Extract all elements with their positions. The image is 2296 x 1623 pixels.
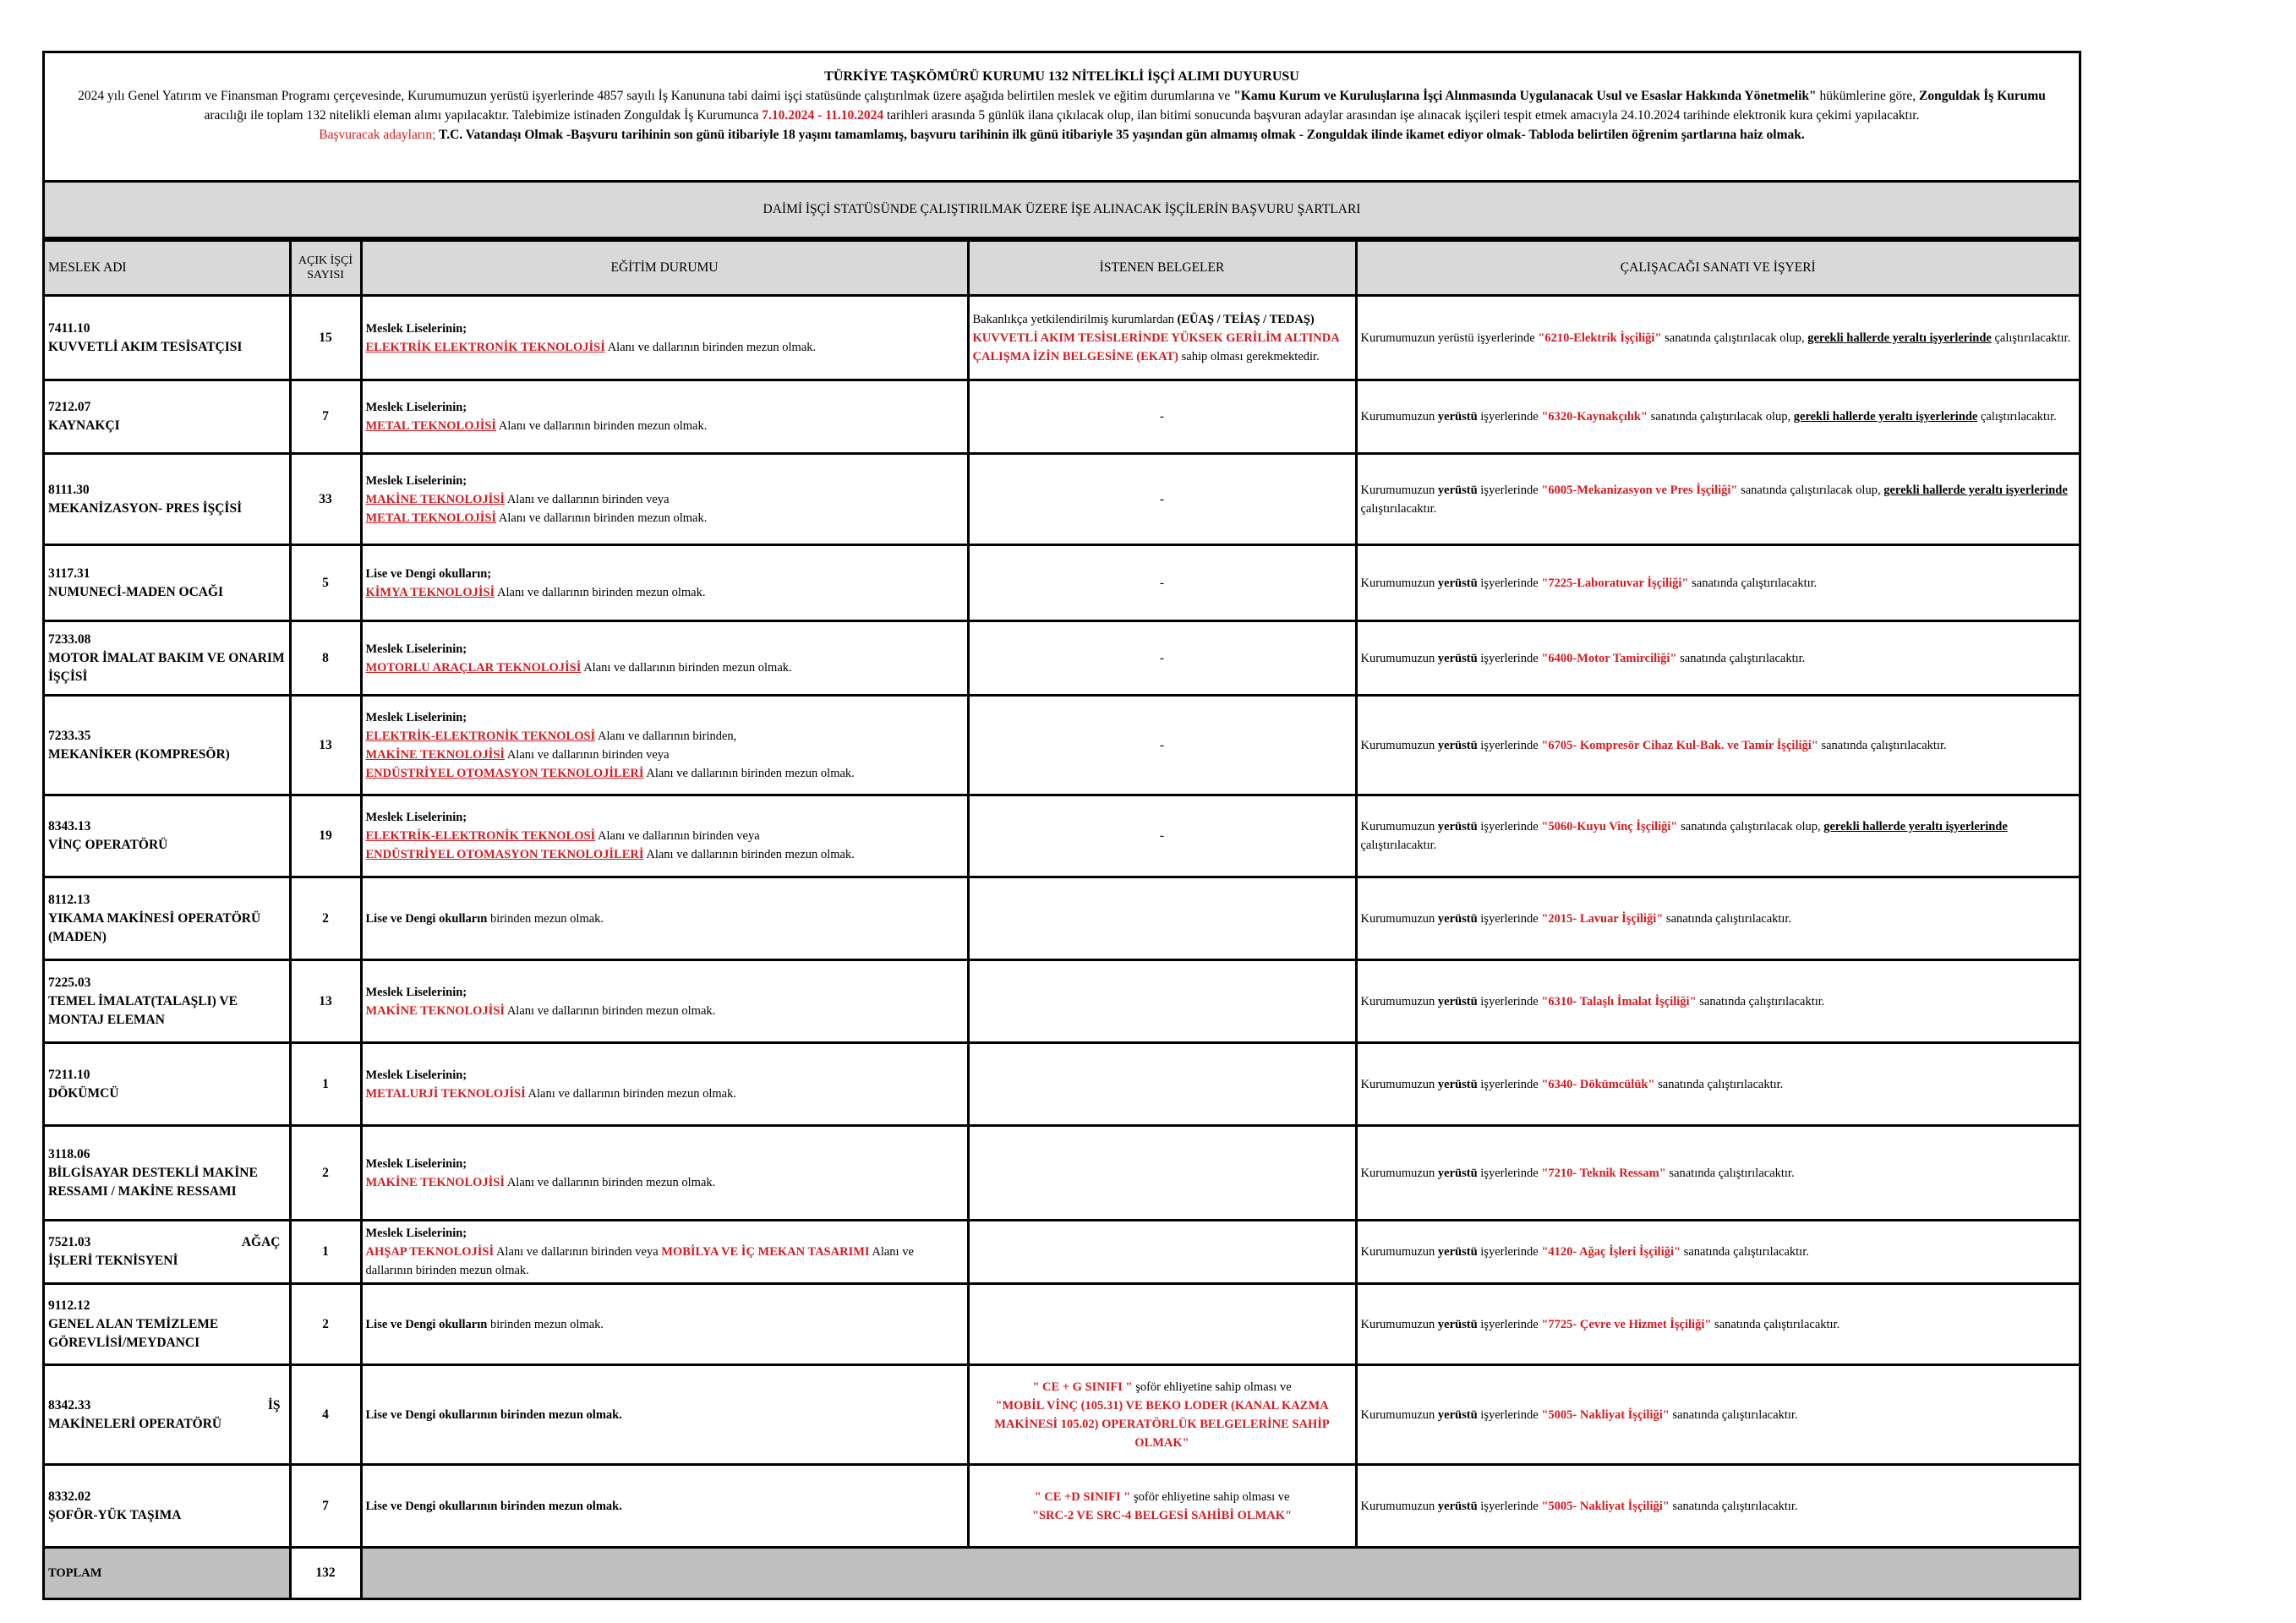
education-cell: Meslek Liselerinin; MOTORLU ARAÇLAR TEKNOLOJİSİ Alanı ve dallarının birinden mezun olmak. bbox=[361, 621, 968, 696]
table-row bbox=[45, 795, 2079, 877]
positions-table bbox=[45, 239, 2079, 1598]
education-cell: Meslek Liselerinin; ELEKTRİK-ELEKTRONİK TEKNOLOSİ Alanı ve dallarının birinden veya ENDÜSTRİYEL OTOMASYON TEKNOLOJİLERİ Alanı ve dallarının birinden mezun olmak. bbox=[361, 795, 968, 877]
documents-cell: - bbox=[968, 795, 1356, 877]
table-row bbox=[45, 1465, 2079, 1548]
workplace-cell: Kurumumuzun yerüstü işyerlerinde "6320-Kaynakçılık" sanatında çalıştırılacak olup, gerekli hallerde yeraltı işyerlerinde çalıştırılacaktır. bbox=[1356, 380, 2079, 454]
education-cell: Meslek Liselerinin; AHŞAP TEKNOLOJİSİ Alanı ve dallarının birinden veya MOBİLYA VE İÇ MEKAN TASARIMI Alanı ve dallarının birinden mezun olmak. bbox=[361, 1221, 968, 1284]
regulation-name: "Kamu Kurum ve Kuruluşlarına İşçi Alınmasında Uygulanacak Usul ve Esaslar Hakkında Yönetmelik" bbox=[1233, 89, 1817, 103]
workplace-cell: Kurumumuzun yerüstü işyerlerinde "7225-Laboratuvar İşçiliği" sanatında çalıştırılacaktır. bbox=[1356, 545, 2079, 621]
education-cell: Meslek Liselerinin; MAKİNE TEKNOLOJİSİ Alanı ve dallarının birinden mezun olmak. bbox=[361, 1126, 968, 1221]
position-cell: 7212.07 KAYNAKÇI bbox=[45, 380, 290, 454]
education-cell: Lise ve Dengi okullarının birinden mezun olmak. bbox=[361, 1365, 968, 1465]
workplace-cell: Kurumumuzun yerüstü işyerlerinde "6310- Talaşlı İmalat İşçiliği" sanatında çalıştırılacaktır. bbox=[1356, 960, 2079, 1043]
table-row bbox=[45, 1365, 2079, 1465]
documents-cell: - bbox=[968, 545, 1356, 621]
workplace-cell: Kurumumuzun yerüstü işyerlerinde "5005- Nakliyat İşçiliği" sanatında çalıştırılacaktır. bbox=[1356, 1465, 2079, 1548]
table-row bbox=[45, 1221, 2079, 1284]
requirements-text: T.C. Vatandaşı Olmak -Başvuru tarihinin son günü itibariyle 18 yaşını tamamlamış, başvuru tarihinin ilk günü itibariyle 35 yaşından gün almamış olmak - Zonguldak ilinde ikamet ediyor olmak- Tabloda belirtilen öğrenim şartlarına haiz olmak. bbox=[435, 128, 1805, 142]
col-header-meslek: MESLEK ADI bbox=[45, 241, 290, 296]
count-cell: 8 bbox=[290, 621, 361, 696]
documents-cell: - bbox=[968, 380, 1356, 454]
position-cell: 7233.08 MOTOR İMALAT BAKIM VE ONARIM İŞÇİSİ bbox=[45, 621, 290, 696]
workplace-cell: Kurumumuzun yerüstü işyerlerinde "7725- Çevre ve Hizmet İşçiliği" sanatında çalıştırılacaktır. bbox=[1356, 1284, 2079, 1365]
position-cell: 3118.06 BİLGİSAYAR DESTEKLİ MAKİNE RESSAMI / MAKİNE RESSAMI bbox=[45, 1126, 290, 1221]
announcement-title: TÜRKİYE TAŞKÖMÜRÜ KURUMU 132 NİTELİKLİ İŞÇİ ALIMI DUYURUSU bbox=[824, 69, 1299, 84]
count-cell: 7 bbox=[290, 380, 361, 454]
count-cell: 4 bbox=[290, 1365, 361, 1465]
intro-text-3: aracılığı ile toplam 132 nitelikli eleman alımı yapılacaktır. Talebimize istinaden Zonguldak İş Kurumunca bbox=[204, 108, 763, 123]
position-cell: 8111.30 MEKANİZASYON- PRES İŞÇİSİ bbox=[45, 454, 290, 545]
intro-text-2: hükümlerine göre, bbox=[1816, 89, 1920, 103]
workplace-cell: Kurumumuzun yerüstü işyerlerinde "6210-Elektrik İşçiliği" sanatında çalıştırılacak olup, gerekli hallerde yeraltı işyerlerinde çalıştırılacaktır. bbox=[1356, 296, 2079, 380]
count-cell: 2 bbox=[290, 1126, 361, 1221]
education-cell: Meslek Liselerinin; MAKİNE TEKNOLOJİSİ Alanı ve dallarının birinden mezun olmak. bbox=[361, 960, 968, 1043]
documents-cell bbox=[968, 1221, 1356, 1284]
table-row bbox=[45, 296, 2079, 380]
count-cell: 19 bbox=[290, 795, 361, 877]
intro-text: 2024 yılı Genel Yatırım ve Finansman Programı çerçevesinde, Kurumumuzun yerüstü işyerlerinde 4857 sayılı İş Kanununa tabi daimi işçi statüsünde çalıştırılmak üzere aşağıda belirtilen meslek ve eğitim durumlarına ve bbox=[78, 89, 1234, 103]
position-cell: 7233.35 MEKANİKER (KOMPRESÖR) bbox=[45, 696, 290, 795]
education-cell: Meslek Liselerinin; ELEKTRİK ELEKTRONİK TEKNOLOJİSİ Alanı ve dallarının birinden mezun olmak. bbox=[361, 296, 968, 380]
col-header-education: EĞİTİM DURUMU bbox=[361, 241, 968, 296]
table-row bbox=[45, 454, 2079, 545]
table-row bbox=[45, 1043, 2079, 1126]
documents-cell: - bbox=[968, 696, 1356, 795]
count-cell: 7 bbox=[290, 1465, 361, 1548]
institution-name: Zonguldak İş Kurumu bbox=[1919, 89, 2046, 103]
workplace-cell: Kurumumuzun yerüstü işyerlerinde "6400-Motor Tamirciliği" sanatında çalıştırılacaktır. bbox=[1356, 621, 2079, 696]
announcement-header bbox=[45, 53, 2079, 183]
count-cell: 13 bbox=[290, 696, 361, 795]
education-cell: Meslek Liselerinin; MAKİNE TEKNOLOJİSİ Alanı ve dallarının birinden veya METAL TEKNOLOJİSİ Alanı ve dallarının birinden mezun olmak. bbox=[361, 454, 968, 545]
workplace-cell: Kurumumuzun yerüstü işyerlerinde "5060-Kuyu Vinç İşçiliği" sanatında çalıştırılacak olup, gerekli hallerde yeraltı işyerlerinde çalıştırılacaktır. bbox=[1356, 795, 2079, 877]
education-cell: Meslek Liselerinin; ELEKTRİK-ELEKTRONİK TEKNOLOSİ Alanı ve dallarının birinden, MAKİNE TEKNOLOJİSİ Alanı ve dallarının birinden veya ENDÜSTRİYEL OTOMASYON TEKNOLOJİLERİ Alanı ve dallarının birinden mezun olmak. bbox=[361, 696, 968, 795]
workplace-cell: Kurumumuzun yerüstü işyerlerinde "6340- Dökümcülük" sanatında çalıştırılacaktır. bbox=[1356, 1043, 2079, 1126]
count-cell: 13 bbox=[290, 960, 361, 1043]
documents-cell bbox=[968, 960, 1356, 1043]
table-header-row bbox=[45, 241, 2079, 296]
count-cell: 15 bbox=[290, 296, 361, 380]
count-cell: 2 bbox=[290, 877, 361, 960]
documents-cell bbox=[968, 1126, 1356, 1221]
table-row bbox=[45, 545, 2079, 621]
education-cell: Lise ve Dengi okulların birinden mezun olmak. bbox=[361, 1284, 968, 1365]
count-cell: 33 bbox=[290, 454, 361, 545]
position-cell: 7211.10 DÖKÜMCÜ bbox=[45, 1043, 290, 1126]
total-filler bbox=[361, 1548, 2079, 1598]
documents-cell bbox=[968, 1284, 1356, 1365]
education-cell: Lise ve Dengi okulların; KİMYA TEKNOLOJİSİ Alanı ve dallarının birinden mezun olmak. bbox=[361, 545, 968, 621]
documents-cell: Bakanlıkça yetkilendirilmiş kurumlardan (EÜAŞ / TEİAŞ / TEDAŞ) KUVVETLİ AKIM TESİSLERİNDE YÜKSEK GERİLİM ALTINDA ÇALIŞMA İZİN BELGESİNE (EKAT) sahip olması gerekmektedir. bbox=[968, 296, 1356, 380]
count-cell: 2 bbox=[290, 1284, 361, 1365]
workplace-cell: Kurumumuzun yerüstü işyerlerinde "2015- Lavuar İşçiliği" sanatında çalıştırılacaktır. bbox=[1356, 877, 2079, 960]
total-count: 132 bbox=[290, 1548, 361, 1598]
table-row bbox=[45, 877, 2079, 960]
col-header-workplace: ÇALIŞACAĞI SANATI VE İŞYERİ bbox=[1356, 241, 2079, 296]
table-row bbox=[45, 1284, 2079, 1365]
section-title: DAİMİ İŞÇİ STATÜSÜNDE ÇALIŞTIRILMAK ÜZERE İŞE ALINACAK İŞÇİLERİN BAŞVURU ŞARTLARI bbox=[45, 183, 2079, 239]
position-cell: 7521.03 AĞAÇ İŞLERİ TEKNİSYENİ bbox=[45, 1221, 290, 1284]
documents-cell: - bbox=[968, 454, 1356, 545]
workplace-cell: Kurumumuzun yerüstü işyerlerinde "7210- Teknik Ressam" sanatında çalıştırılacaktır. bbox=[1356, 1126, 2079, 1221]
count-cell: 1 bbox=[290, 1043, 361, 1126]
table-row bbox=[45, 380, 2079, 454]
col-header-count: AÇIK İŞÇİ SAYISI bbox=[290, 241, 361, 296]
documents-cell: " CE + G SINIFI " şoför ehliyetine sahip olması ve "MOBİL VİNÇ (105.31) VE BEKO LODER (KANAL KAZMA MAKİNESİ 105.02) OPERATÖRLÜK BELGELERİNE SAHİP OLMAK" bbox=[968, 1365, 1356, 1465]
col-header-documents: İSTENEN BELGELER bbox=[968, 241, 1356, 296]
position-cell: 8332.02 ŞOFÖR-YÜK TAŞIMA bbox=[45, 1465, 290, 1548]
workplace-cell: Kurumumuzun yerüstü işyerlerinde "6705- Kompresör Cihaz Kul-Bak. ve Tamir İşçiliği" sanatında çalıştırılacaktır. bbox=[1356, 696, 2079, 795]
education-cell: Lise ve Dengi okulların birinden mezun olmak. bbox=[361, 877, 968, 960]
table-row bbox=[45, 696, 2079, 795]
total-row bbox=[45, 1548, 2079, 1598]
workplace-cell: Kurumumuzun yerüstü işyerlerinde "5005- Nakliyat İşçiliği" sanatında çalıştırılacaktır. bbox=[1356, 1365, 2079, 1465]
announcement-paragraph bbox=[62, 86, 2062, 125]
education-cell: Lise ve Dengi okullarının birinden mezun olmak. bbox=[361, 1465, 968, 1548]
documents-cell bbox=[968, 877, 1356, 960]
table-row bbox=[45, 960, 2079, 1043]
education-cell: Meslek Liselerinin; METAL TEKNOLOJİSİ Alanı ve dallarının birinden mezun olmak. bbox=[361, 380, 968, 454]
table-row bbox=[45, 621, 2079, 696]
position-cell: 8343.13 VİNÇ OPERATÖRÜ bbox=[45, 795, 290, 877]
requirements-line bbox=[62, 125, 2062, 145]
intro-text-4: tarihleri arasında 5 günlük ilana çıkılacak olup, ilan bitimi sonucunda başvuran adaylar arasından işe alınacak işçileri tespit etmek amacıyla 24.10.2024 tarihinde elektronik kura çekimi yapılacaktır. bbox=[883, 108, 1920, 123]
position-cell: 8112.13 YIKAMA MAKİNESİ OPERATÖRÜ (MADEN) bbox=[45, 877, 290, 960]
position-cell: 8342.33 İŞ MAKİNELERİ OPERATÖRÜ bbox=[45, 1365, 290, 1465]
announcement-sheet bbox=[42, 51, 2081, 1600]
education-cell: Meslek Liselerinin; METALURJİ TEKNOLOJİSİ Alanı ve dallarının birinden mezun olmak. bbox=[361, 1043, 968, 1126]
position-cell: 9112.12 GENEL ALAN TEMİZLEME GÖREVLİSİ/MEYDANCI bbox=[45, 1284, 290, 1365]
requirements-label: Başvuracak adayların; bbox=[319, 128, 436, 142]
count-cell: 5 bbox=[290, 545, 361, 621]
total-label: TOPLAM bbox=[45, 1548, 290, 1598]
documents-cell: - bbox=[968, 621, 1356, 696]
workplace-cell: Kurumumuzun yerüstü işyerlerinde "6005-Mekanizasyon ve Pres İşçiliği" sanatında çalıştırılacak olup, gerekli hallerde yeraltı işyerlerinde çalıştırılacaktır. bbox=[1356, 454, 2079, 545]
position-cell: 3117.31 NUMUNECİ-MADEN OCAĞI bbox=[45, 545, 290, 621]
documents-cell: " CE +D SINIFI " şoför ehliyetine sahip olması ve "SRC-2 VE SRC-4 BELGESİ SAHİBİ OLMAK" bbox=[968, 1465, 1356, 1548]
application-dates: 7.10.2024 - 11.10.2024 bbox=[762, 108, 884, 123]
workplace-cell: Kurumumuzun yerüstü işyerlerinde "4120- Ağaç İşleri İşçiliği" sanatında çalıştırılacaktır. bbox=[1356, 1221, 2079, 1284]
documents-cell bbox=[968, 1043, 1356, 1126]
count-cell: 1 bbox=[290, 1221, 361, 1284]
table-row bbox=[45, 1126, 2079, 1221]
position-cell: 7225.03 TEMEL İMALAT(TALAŞLI) VE MONTAJ ELEMAN bbox=[45, 960, 290, 1043]
position-cell: 7411.10 KUVVETLİ AKIM TESİSATÇISI bbox=[45, 296, 290, 380]
